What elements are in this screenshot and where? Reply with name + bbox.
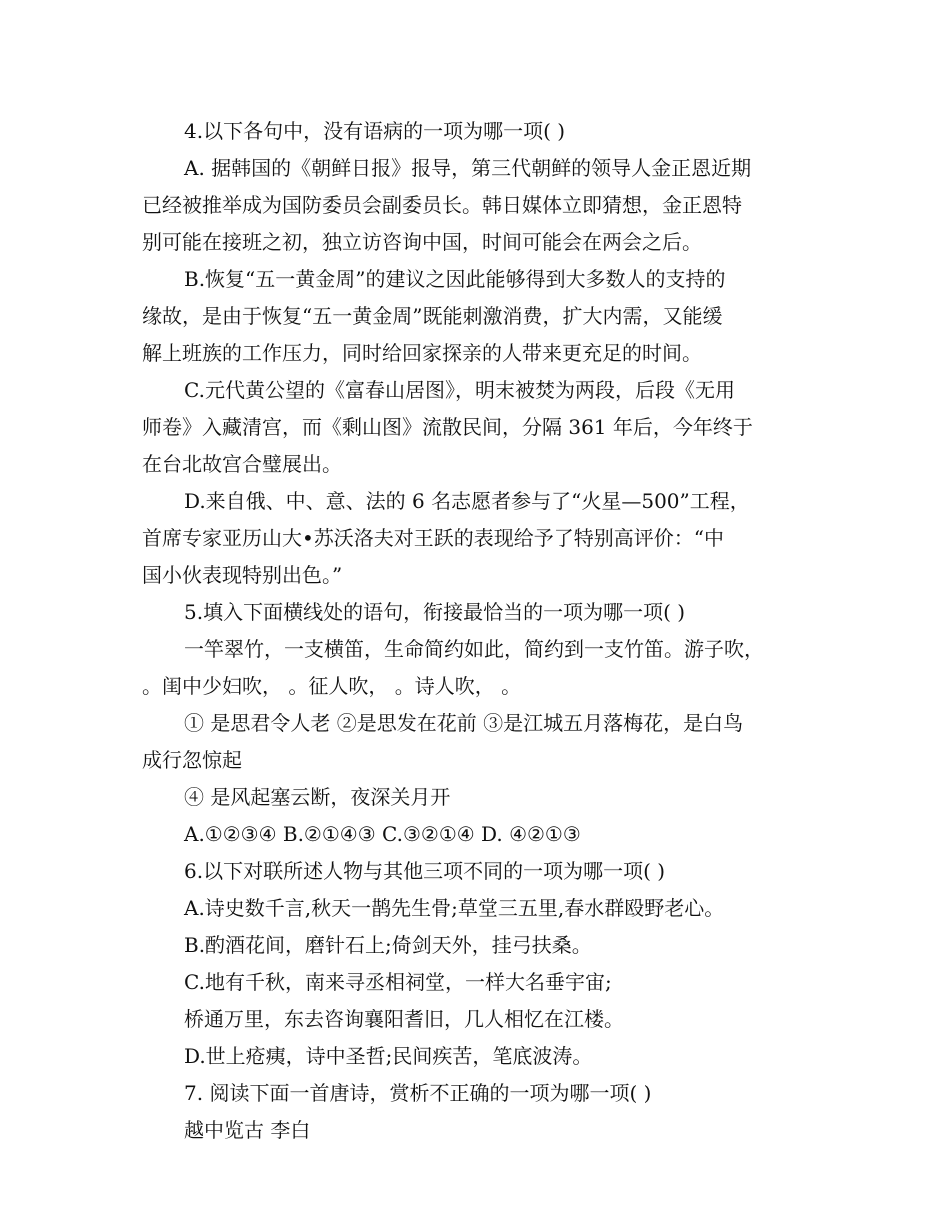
- question-5-options: A.①②③④ B.②①④③ C.③②①④ D. ④②①③: [184, 822, 581, 846]
- option-a-line-1: A. 据韩国的《朝鲜日报》报导，第三代朝鲜的领导人金正恩近期: [184, 156, 752, 180]
- couplet-a: A.诗史数千言,秋天一鹊先生骨;草堂三五里,春水群殴野老心。: [184, 896, 725, 920]
- option-c-line-1: C.元代黄公望的《富春山居图》，明末被焚为两段，后段《无用: [184, 378, 735, 402]
- choices-line-3: ④ 是风起塞云断，夜深关月开: [184, 785, 451, 809]
- question-6-stem: 6.以下对联所述人物与其他三项不同的一项为哪一项( ): [184, 859, 666, 883]
- passage-line-2: 。闺中少妇吹， 。征人吹， 。诗人吹， 。: [142, 674, 522, 698]
- question-5-stem: 5.填入下面横线处的语句，衔接最恰当的一项为哪一项( ): [184, 600, 686, 624]
- question-4-stem: 4.以下各句中，没有语病的一项为哪一项( ): [184, 119, 566, 143]
- couplet-c-line-1: C.地有千秋，南来寻丞相祠堂，一样大名垂宇宙;: [184, 970, 612, 994]
- option-a-line-2: 已经被推举成为国防委员会副委员长。韩日媒体立即猜想，金正恩特: [142, 193, 742, 217]
- option-c-line-3: 在台北故宫合璧展出。: [142, 452, 342, 476]
- option-b-line-2: 缘故，是由于恢复“五一黄金周”既能刺激消费，扩大内需，又能缓: [142, 304, 723, 328]
- choices-line-1: ① 是思君令人老 ②是思发在花前 ③是江城五月落梅花，是白鸟: [184, 711, 744, 735]
- couplet-c-line-2: 桥通万里，东去咨询襄阳耆旧，几人相忆在江楼。: [184, 1007, 624, 1031]
- option-c-line-2: 师卷》入藏清宫，而《剩山图》流散民间，分隔 361 年后，今年终于: [142, 415, 753, 439]
- poem-title: 越中览古 李白: [184, 1118, 311, 1142]
- passage-line-1: 一竿翠竹，一支横笛，生命简约如此，简约到一支竹笛。游子吹，: [184, 637, 764, 661]
- couplet-b: B.酌酒花间，磨针石上;倚剑天外，挂弓扶桑。: [184, 933, 592, 957]
- option-d-line-1: D.来自俄、中、意、法的 6 名志愿者参与了“火星—500”工程，: [184, 489, 750, 513]
- question-7-stem: 7. 阅读下面一首唐诗，赏析不正确的一项为哪一项( ): [184, 1081, 652, 1105]
- option-d-line-2: 首席专家亚历山大•苏沃洛夫对王跃的表现给予了特别高评价：“中: [142, 526, 725, 550]
- option-d-line-3: 国小伙表现特别出色。”: [142, 563, 343, 587]
- couplet-d: D.世上疮痍，诗中圣哲;民间疾苦，笔底波涛。: [184, 1044, 593, 1068]
- option-a-line-3: 别可能在接班之初，独立访咨询中国，时间可能会在两会之后。: [142, 230, 702, 254]
- choices-line-2: 成行忽惊起: [142, 748, 242, 772]
- option-b-line-1: B.恢复“五一黄金周”的建议之因此能够得到大多数人的支持的: [184, 267, 726, 291]
- option-b-line-3: 解上班族的工作压力，同时给回家探亲的人带来更充足的时间。: [142, 341, 702, 365]
